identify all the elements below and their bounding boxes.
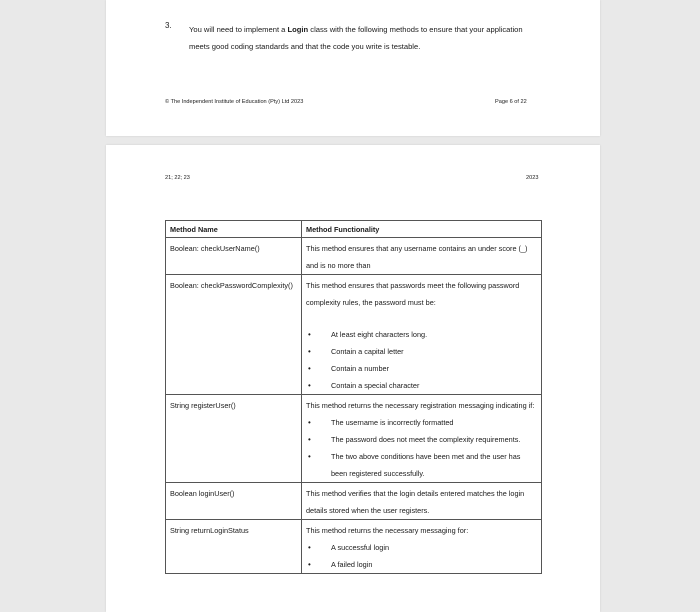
method-name-cell: Boolean: checkPasswordComplexity()	[166, 275, 302, 395]
bullet-list	[306, 326, 537, 394]
table-header-row	[166, 221, 542, 238]
document-page-7	[106, 145, 600, 612]
method-name-cell: String registerUser()	[166, 395, 302, 483]
method-desc-cell	[302, 395, 542, 483]
question-suffix: class with the following methods to ensure that your application meets good coding standards and that the code you write is testable.	[189, 25, 523, 51]
list-item: • The password does not meet the complexity requirements.	[306, 431, 537, 448]
document-page-6	[106, 0, 600, 136]
list-item: • At least eight characters long.	[306, 326, 537, 343]
method-description: This method ensures that passwords meet the following password complexity rules, the password must be:	[306, 281, 520, 307]
method-desc-cell	[302, 238, 542, 275]
table-row	[166, 275, 542, 395]
table-row	[166, 238, 542, 275]
table-row	[166, 483, 542, 520]
list-item: • The two above conditions have been met and the user has been registered successfully.	[306, 448, 537, 482]
bullet-list	[306, 539, 537, 573]
page-header-year: 2023	[526, 175, 539, 181]
table-row	[166, 520, 542, 574]
method-name-cell: Boolean: checkUserName()	[166, 238, 302, 275]
question-number: 3.	[165, 21, 172, 30]
column-header-method-functionality: Method Functionality	[302, 221, 542, 238]
question-text	[189, 21, 529, 55]
method-description: This method returns the necessary messaging for:	[306, 526, 469, 535]
list-item: • Contain a capital letter	[306, 343, 537, 360]
page-header-left: 21; 22; 23	[165, 175, 190, 181]
list-item: • The username is incorrectly formatted	[306, 414, 537, 431]
method-description: This method verifies that the login details entered matches the login details stored when the user registers.	[306, 489, 525, 515]
methods-table	[165, 220, 542, 574]
table-row	[166, 395, 542, 483]
question-bold-term: Login	[287, 25, 309, 34]
list-item: • A failed login	[306, 556, 537, 573]
question-prefix: You will need to implement a	[189, 25, 288, 34]
method-name-cell: Boolean loginUser()	[166, 483, 302, 520]
list-item: • Contain a special character	[306, 377, 537, 394]
list-item: • Contain a number	[306, 360, 537, 377]
method-description: This method returns the necessary registration messaging indicating if:	[306, 401, 535, 410]
column-header-method-name: Method Name	[166, 221, 302, 238]
list-item: • A successful login	[306, 539, 537, 556]
method-description: This method ensures that any username contains an under score (_) and is no more than	[306, 244, 528, 270]
method-name-cell: String returnLoginStatus	[166, 520, 302, 574]
method-desc-cell	[302, 483, 542, 520]
method-desc-cell	[302, 520, 542, 574]
bullet-list	[306, 414, 537, 482]
method-desc-cell	[302, 275, 542, 395]
copyright-footer: © The Independent Institute of Education (Pty) Ltd 2023	[165, 99, 304, 105]
page-number-footer: Page 6 of 22	[495, 99, 527, 105]
